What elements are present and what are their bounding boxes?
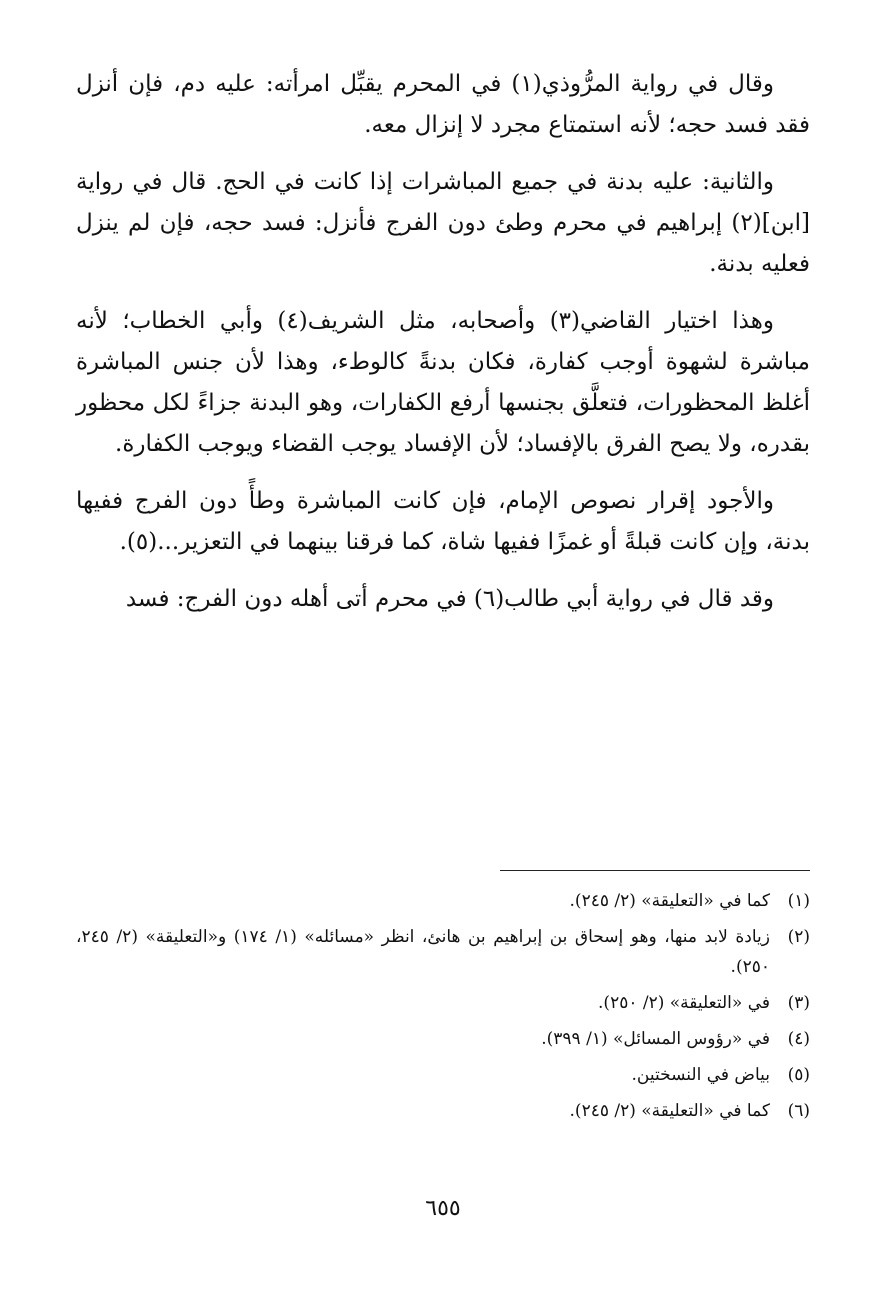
footnote — [76, 1096, 810, 1126]
main-text — [76, 64, 810, 620]
footnote-text: بياض في النسختين. — [631, 1065, 770, 1085]
footnote-text: في «رؤوس المسائل» (١/ ٣٩٩). — [541, 1029, 770, 1049]
paragraph: والأجود إقرار نصوص الإمام، فإن كانت المباشرة وطأً دون الفرج ففيها بدنة، وإن كانت قبلةً أو غمزًا ففيها شاة، كما فرقنا بينهما في التعزير...(٥). — [76, 488, 810, 555]
footnote-number: (٢) — [787, 927, 810, 947]
book-page — [76, 64, 810, 1264]
footnote-number: (٤) — [787, 1029, 810, 1049]
paragraph: وقد قال في رواية أبي طالب(٦) في محرم أتى أهله دون الفرج: فسد — [125, 586, 774, 612]
footnote-number: (٣) — [787, 993, 810, 1013]
footnote-text: كما في «التعليقة» (٢/ ٢٤٥). — [569, 891, 770, 911]
footnote — [76, 886, 810, 916]
footnote-divider — [500, 870, 810, 871]
footnote-number: (٥) — [787, 1065, 810, 1085]
footnote-text: في «التعليقة» (٢/ ٢٥٠). — [598, 993, 770, 1013]
footnote-text: زيادة لابد منها، وهو إسحاق بن إبراهيم بن هانئ، انظر «مسائله» (١/ ١٧٤) و«التعليقة» (٢/ ٢٤٥، ٢٥٠). — [76, 927, 770, 977]
page-number: ٦٥٥ — [425, 1196, 461, 1221]
footnote — [76, 1024, 810, 1054]
footnotes — [76, 886, 810, 1132]
footnote-text: كما في «التعليقة» (٢/ ٢٤٥). — [569, 1101, 770, 1121]
footnote — [76, 922, 810, 982]
footnote — [76, 988, 810, 1018]
paragraph: وهذا اختيار القاضي(٣) وأصحابه، مثل الشريف(٤) وأبي الخطاب؛ لأنه مباشرة لشهوة أوجب كفارة، فكان بدنةً كالوطء، وهذا لأن جنس المباشرة أغلظ المحظورات، فتعلَّق بجنسها أرفع الكفارات، وهو البدنة جزاءً لكل محظور بقدره، ولا يصح الفرق بالإفساد؛ لأن الإفساد يوجب القضاء ويوجب الكفارة. — [76, 308, 810, 457]
paragraph: والثانية: عليه بدنة في جميع المباشرات إذا كانت في الحج. قال في رواية [ابن](٢) إبراهيم في محرم وطئ دون الفرج فأنزل: فسد حجه، فإن لم ينزل فعليه بدنة. — [76, 169, 810, 277]
footnote-number: (١) — [787, 891, 810, 911]
footnote — [76, 1060, 810, 1090]
paragraph: وقال في رواية المرُّوذي(١) في المحرم يقبِّل امرأته: عليه دم، فإن أنزل فقد فسد حجه؛ لأنه استمتاع مجرد لا إنزال معه. — [76, 71, 810, 138]
footnote-number: (٦) — [787, 1101, 810, 1121]
